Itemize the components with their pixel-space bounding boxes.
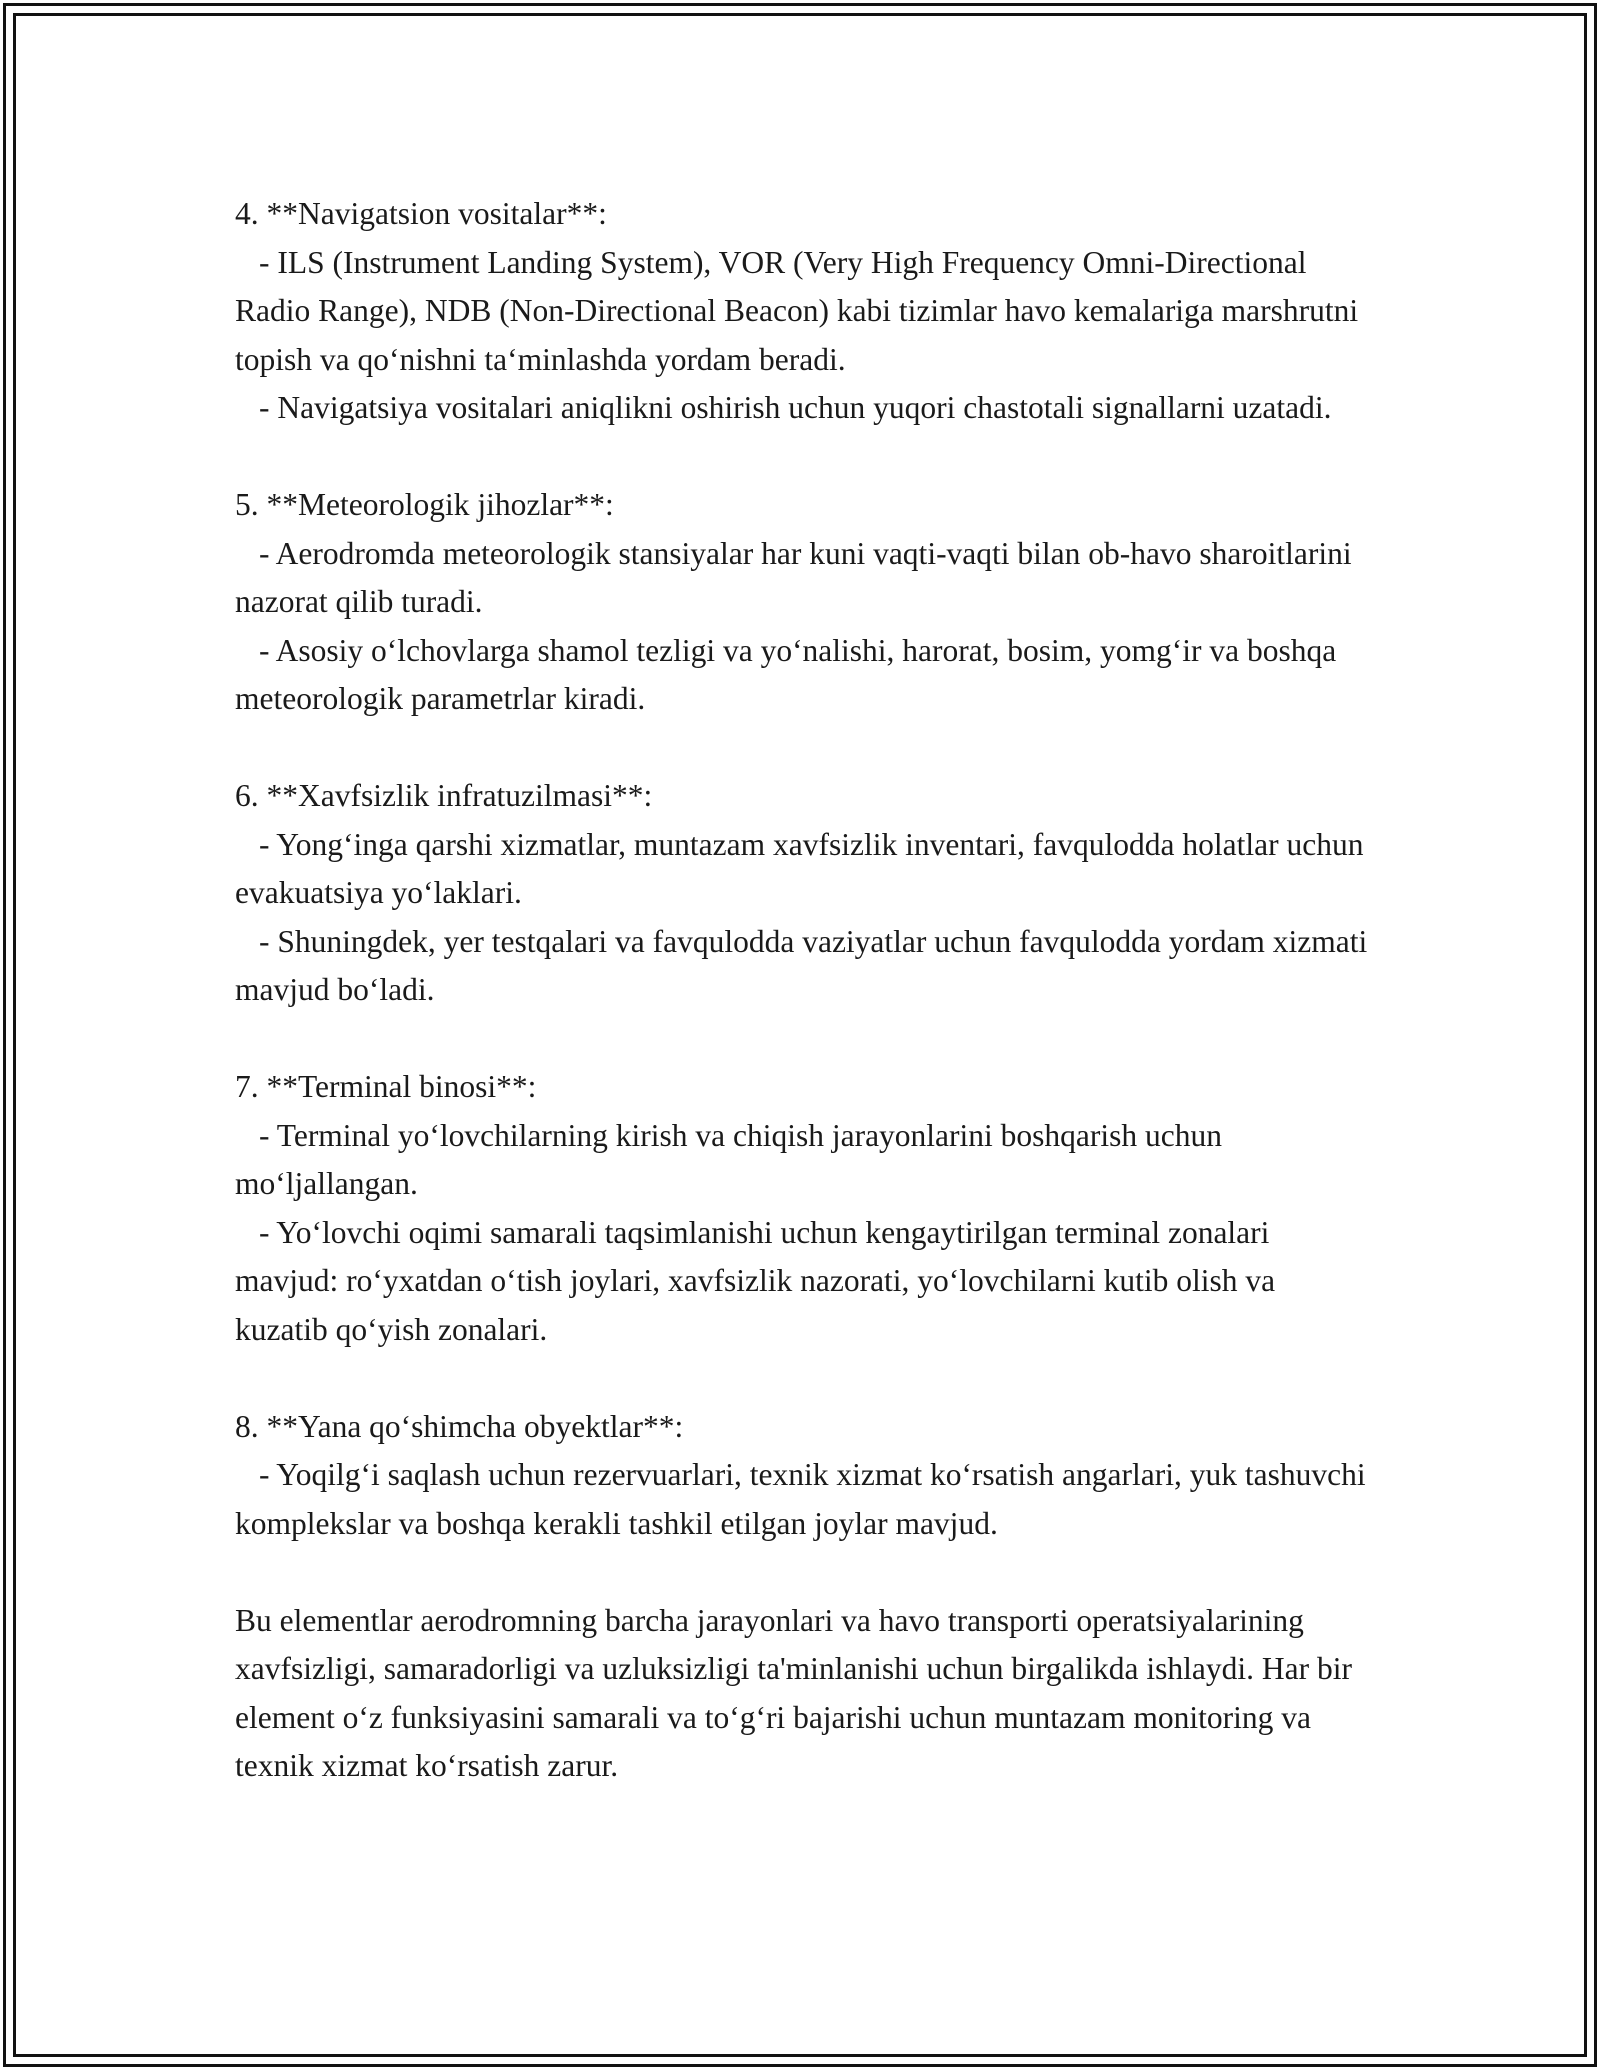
section-meteorology [235, 481, 1375, 724]
bullet-item: - ILS (Instrument Landing System), VOR (Very High Frequency Omni-Directional Radio Range), NDB (Non-Directional Beacon) kabi tizimlar havo kemalariga marshrutni topish va qo‘nishni ta‘minlashda yordam beradi. [235, 244, 1359, 377]
bullet-item: - Shuningdek, yer testqalari va favqulodda vaziyatlar uchun favqulodda yordam xizmati mavjud bo‘ladi. [235, 923, 1368, 1007]
bullet-item: - Terminal yo‘lovchilarning kirish va chiqish jarayonlarini boshqarish uchun mo‘ljallangan. [235, 1117, 1222, 1201]
section-terminal [235, 1063, 1375, 1354]
bullet-item: - Yo‘lovchi oqimi samarali taqsimlanishi uchun kengaytirilgan terminal zonalari mavjud: ro‘yxatdan o‘tish joylari, xavfsizlik nazorati, yo‘lovchilarni kutib olish va kuzatib qo‘yish zonalari. [235, 1214, 1276, 1347]
bullet-item: - Yoqilg‘i saqlash uchun rezervuarlari, texnik xizmat ko‘rsatish angarlari, yuk tashuvchi komplekslar va boshqa kerakli tashkil etilgan joylar mavjud. [235, 1457, 1366, 1541]
section-heading: 6. **Xavfsizlik infratuzilmasi**: [235, 778, 653, 813]
section-navigation [235, 190, 1375, 433]
section-security [235, 772, 1375, 1015]
closing-paragraph: Bu elementlar aerodromning barcha jarayonlari va havo transporti operatsiyalarining xavfsizligi, samaradorligi va uzluksizligi ta'minlanishi uchun birgalikda ishlaydi. Har bir element o‘z funksiyasini samarali va to‘g‘ri bajarishi uchun muntazam monitoring va texnik xizmat ko‘rsatish zarur. [235, 1602, 1352, 1783]
bullet-item: - Asosiy o‘lchovlarga shamol tezligi va yo‘nalishi, harorat, bosim, yomg‘ir va boshqa meteorologik parametrlar kiradi. [235, 632, 1337, 716]
section-additional-objects [235, 1403, 1375, 1549]
bullet-item: - Aerodromda meteorologik stansiyalar har kuni vaqti-vaqti bilan ob-havo sharoitlarini nazorat qilib turadi. [235, 535, 1352, 619]
section-heading: 7. **Terminal binosi**: [235, 1069, 537, 1104]
bullet-item: - Navigatsiya vositalari aniqlikni oshirish uchun yuqori chastotali signallarni uzatadi. [259, 390, 1332, 425]
section-heading: 4. **Navigatsion vositalar**: [235, 196, 607, 231]
section-heading: 8. **Yana qo‘shimcha obyektlar**: [235, 1408, 684, 1444]
document-body [235, 190, 1375, 1791]
section-heading: 5. **Meteorologik jihozlar**: [235, 487, 614, 522]
bullet-item: - Yong‘inga qarshi xizmatlar, muntazam xavfsizlik inventari, favqulodda holatlar uchun evakuatsiya yo‘laklari. [235, 826, 1364, 910]
